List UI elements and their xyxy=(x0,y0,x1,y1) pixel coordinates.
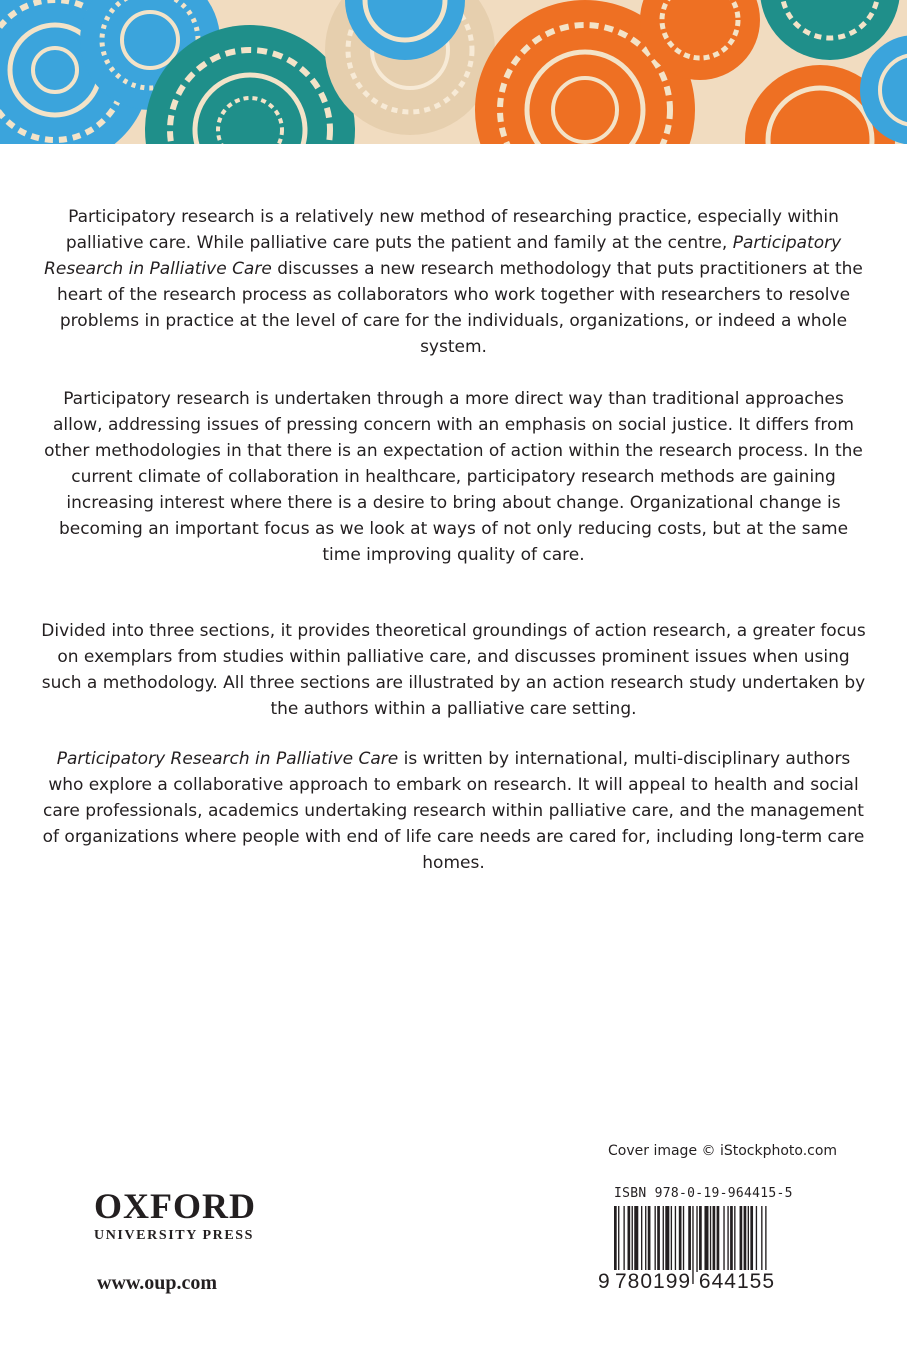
publisher-subtitle: UNIVERSITY PRESS xyxy=(94,1228,255,1243)
cover-image-credit: Cover image © iStockphoto.com xyxy=(608,1143,838,1159)
blurb-paragraph-1-part1: Participatory research is a relatively new method of researching practice, especially within palliative care. While palliative care puts the patient and family at the centre, xyxy=(65,207,839,253)
barcode-digit-group-1: 780199 xyxy=(615,1270,692,1293)
decorative-pattern-banner xyxy=(0,0,907,144)
blurb-paragraph-2: Participatory research is undertaken through a more direct way than traditional approaches allow, addressing issues of pressing concern with an emphasis on social justice. It differs from other methodologies in that there is an expectation of action within the research process. In the current climate of collaboration in healthcare, participatory research methods are gaining increasing interest where there is a desire to bring about change. Organizational change is becoming an important focus as we look at ways of not only reducing costs, but at the same time improving quality of care. xyxy=(44,389,863,565)
blurb-paragraph-1-part2: discusses a new research methodology that puts practitioners at the heart of the research process as collaborators who work together with researchers to resolve problems in practice at the level of care for the individuals, organizations, or indeed a whole system. xyxy=(56,259,863,357)
barcode-digit-group-2: 644155 xyxy=(698,1270,775,1293)
barcode-lead-digit: 9 xyxy=(598,1270,610,1293)
book-title-italic: Participatory Research in Palliative Care xyxy=(56,749,399,769)
blurb-paragraph-1 xyxy=(40,204,867,360)
blurb-paragraph-4 xyxy=(40,746,867,876)
blurb-paragraph-4-part2: is written by international, multi-disciplinary authors who explore a collaborative approach to embark on research. It will appeal to health and social care professionals, academics undertaking research within palliative care, and the management of organizations where people with end of life care needs are cared for, including long-term care homes. xyxy=(42,749,865,873)
barcode-digits xyxy=(598,1270,813,1294)
publisher-name: OXFORD xyxy=(94,1186,256,1226)
book-title-italic: Participatory Research in Palliative Care xyxy=(44,233,842,279)
isbn-label: ISBN 978-0-19-964415-5 xyxy=(614,1186,793,1201)
oxford-university-press-logo xyxy=(94,1188,294,1248)
blurb-paragraph-3: Divided into three sections, it provides theoretical groundings of action research, a greater focus on exemplars from studies within palliative care, and discusses prominent issues when using such a methodology. All three sections are illustrated by an action research study undertaken by the authors within a palliative care setting. xyxy=(41,621,866,719)
publisher-website-link[interactable]: www.oup.com xyxy=(97,1272,218,1294)
spiral-pattern-illustration xyxy=(0,0,907,144)
